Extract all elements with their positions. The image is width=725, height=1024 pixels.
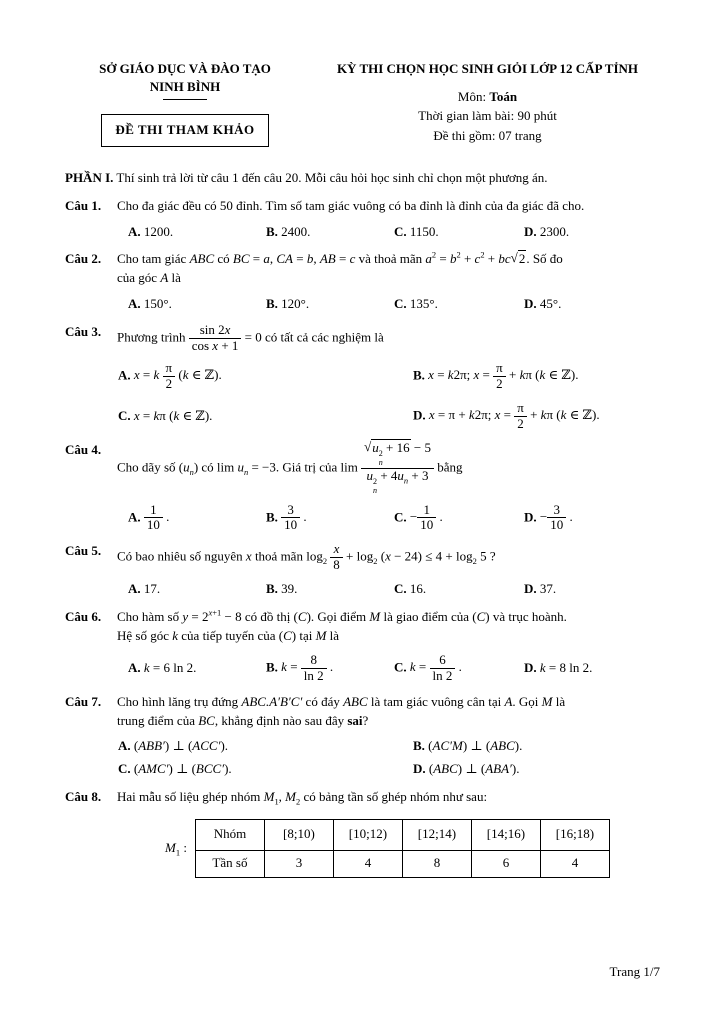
question-5 [65, 542, 660, 599]
frequency-table [195, 819, 610, 878]
header [65, 60, 660, 147]
question-6 [65, 608, 660, 684]
group-cell: [16;18) [540, 819, 609, 850]
subject-label: Môn: [457, 88, 490, 104]
question-5-options [128, 580, 660, 599]
group-cell: [10;12) [333, 819, 402, 850]
option-a: A. (ABB′) ⊥ (ACC′). [118, 738, 229, 754]
freq-cell: 6 [471, 850, 540, 877]
group-cell: [12;14) [402, 819, 471, 850]
page-number: Trang 1/7 [609, 964, 660, 980]
table-row-frequencies [195, 850, 609, 877]
question-8-label: Câu 8. [65, 789, 102, 805]
header-divider-rule [163, 99, 207, 100]
option-b: B. k = $\frac{8}{\ln 2}$ . [266, 651, 334, 683]
option-a: A. $\frac{1}{10}$ . [128, 501, 170, 533]
question-2-options [128, 295, 660, 314]
question-8-body: Hai mẫu số liệu ghép nhóm $M_1$, $M_2$ có bảng tần số ghép nhóm như sau: [117, 789, 488, 807]
question-1 [65, 197, 660, 242]
question-7-body: Cho hình lăng trụ đứng ABC.A′B′C′ có đáy ABC là tam giác vuông cân tại A. Gọi M là trung điểm của BC, khẳng định nào sau đây sai? [117, 693, 566, 728]
option-a: A. 1200. [128, 223, 174, 239]
option-d: D. k = 8 ln 2. [524, 659, 593, 675]
question-2-body: Cho tam giác ABC có BC = a, CA = b, AB = c và thoả mãn $a^2 = b^2 + c^2 + bc√2$. Số đo của góc A là [117, 250, 563, 286]
exam-type-box: ĐỀ THI THAM KHẢO [101, 114, 268, 147]
option-d: D. (ABC) ⊥ (ABA′). [413, 761, 520, 777]
groups-header-cell: Nhóm [195, 819, 264, 850]
option-c: C. 135°. [394, 296, 438, 312]
question-8 [65, 788, 660, 878]
part1-instructions: Thí sinh trả lời từ câu 1 đến câu 20. Mỗi câu hỏi học sinh chỉ chọn một phương án. [113, 169, 548, 185]
option-d: D. x = π + k2π; x = $\frac{\pi}{2}$ + kπ (k ∈ ℤ). [413, 399, 600, 431]
option-c: C. (AMC′) ⊥ (BCC′). [118, 761, 232, 777]
option-c: C. k = $\frac{6}{\ln 2}$ . [394, 651, 462, 683]
question-4 [65, 438, 660, 534]
option-b: B. x = k2π; x = $\frac{\pi}{2}$ + kπ (k ∈ ℤ). [413, 359, 579, 391]
pages-note-line: Đề thi gồm: 07 trang [433, 127, 542, 143]
option-b: B. $\frac{3}{10}$ . [266, 501, 307, 533]
duration-line: Thời gian làm bài: 90 phút [418, 108, 557, 124]
freq-cell: 4 [333, 850, 402, 877]
sample-m1-label: $M_1$ : [165, 839, 187, 858]
option-d: D. − $\frac{3}{10}$ . [524, 501, 573, 533]
freq-cell: 3 [264, 850, 333, 877]
question-6-body: Cho hàm số $y = 2^{x+1} - 8$ có đồ thị (C). Gọi điểm M là giao điểm của (C) và trục hoành. Hệ số góc k của tiếp tuyến của (C) tại M là [117, 607, 567, 643]
exam-title: KỲ THI CHỌN HỌC SINH GIỎI LỚP 12 CẤP TỈNH [336, 61, 639, 76]
option-d: D. 45°. [524, 296, 562, 312]
question-3-options [118, 361, 660, 432]
question-3 [65, 323, 660, 432]
question-8-table-block [165, 819, 660, 878]
question-5-label: Câu 5. [65, 543, 102, 559]
header-right-block [305, 60, 660, 147]
question-7 [65, 693, 660, 779]
option-b: B. 120°. [266, 296, 310, 312]
question-7-options [118, 737, 660, 779]
freq-header-cell: Tần số [195, 850, 264, 877]
question-4-body: Cho dãy số $(u_n)$ có $\lim u_n = -3$. Giá trị của lim √u 2 n + 16 − 5 u 2 n + $4u_n + 3$ bằng [117, 438, 463, 496]
question-1-body: Cho đa giác đều có 50 đỉnh. Tìm số tam giác vuông có ba đỉnh là đỉnh của đa giác đã cho. [117, 197, 585, 213]
option-a: A. 150°. [128, 296, 172, 312]
question-6-label: Câu 6. [65, 609, 102, 625]
option-c: C. 1150. [394, 223, 439, 239]
group-cell: [8;10) [264, 819, 333, 850]
group-cell: [14;16) [471, 819, 540, 850]
option-c: C. 16. [394, 581, 427, 597]
question-3-label: Câu 3. [65, 324, 102, 339]
option-a: A. x = k $\frac{\pi}{2}$ (k ∈ ℤ). [118, 359, 222, 391]
option-d: D. 37. [524, 581, 557, 597]
question-5-body: Có bao nhiêu số nguyên x thoả mãn $\log_2$ $\frac{x}{8}$ + $\log_2 (x - 24) \le 4 + \log_2 5$ ? [117, 541, 496, 573]
option-c: C. x = kπ (k ∈ ℤ). [118, 407, 213, 423]
question-2-label: Câu 2. [65, 251, 102, 267]
department-line-1: SỞ GIÁO DỤC VÀ ĐÀO TẠO [99, 61, 271, 76]
option-a: A. k = 6 ln 2. [128, 659, 197, 675]
department-line-2: NINH BÌNH [149, 78, 221, 94]
part1-label: PHẦN I. [65, 169, 114, 185]
header-left-block [65, 60, 305, 147]
question-2 [65, 250, 660, 314]
freq-cell: 8 [402, 850, 471, 877]
option-c: C. − $\frac{1}{10}$ . [394, 501, 443, 533]
option-b: B. (AC′M) ⊥ (ABC). [413, 738, 523, 754]
question-6-options [128, 653, 660, 684]
question-1-label: Câu 1. [65, 197, 102, 213]
option-d: D. 2300. [524, 223, 570, 239]
part1-intro [65, 169, 660, 188]
question-4-label: Câu 4. [65, 441, 102, 457]
subject-line [315, 87, 660, 107]
option-a: A. 17. [128, 581, 161, 597]
freq-cell: 4 [540, 850, 609, 877]
question-7-label: Câu 7. [65, 693, 102, 709]
option-b: B. 2400. [266, 223, 311, 239]
question-4-options [128, 503, 660, 534]
question-3-body: Phương trình $\frac{\sin 2x}{\text{cos x + 1}}$ = 0 có tất cả các nghiệm là [117, 322, 384, 353]
question-1-options [128, 223, 660, 242]
table-row-groups [195, 819, 609, 850]
subject-name: Toán [489, 88, 518, 104]
option-b: B. 39. [266, 581, 298, 597]
